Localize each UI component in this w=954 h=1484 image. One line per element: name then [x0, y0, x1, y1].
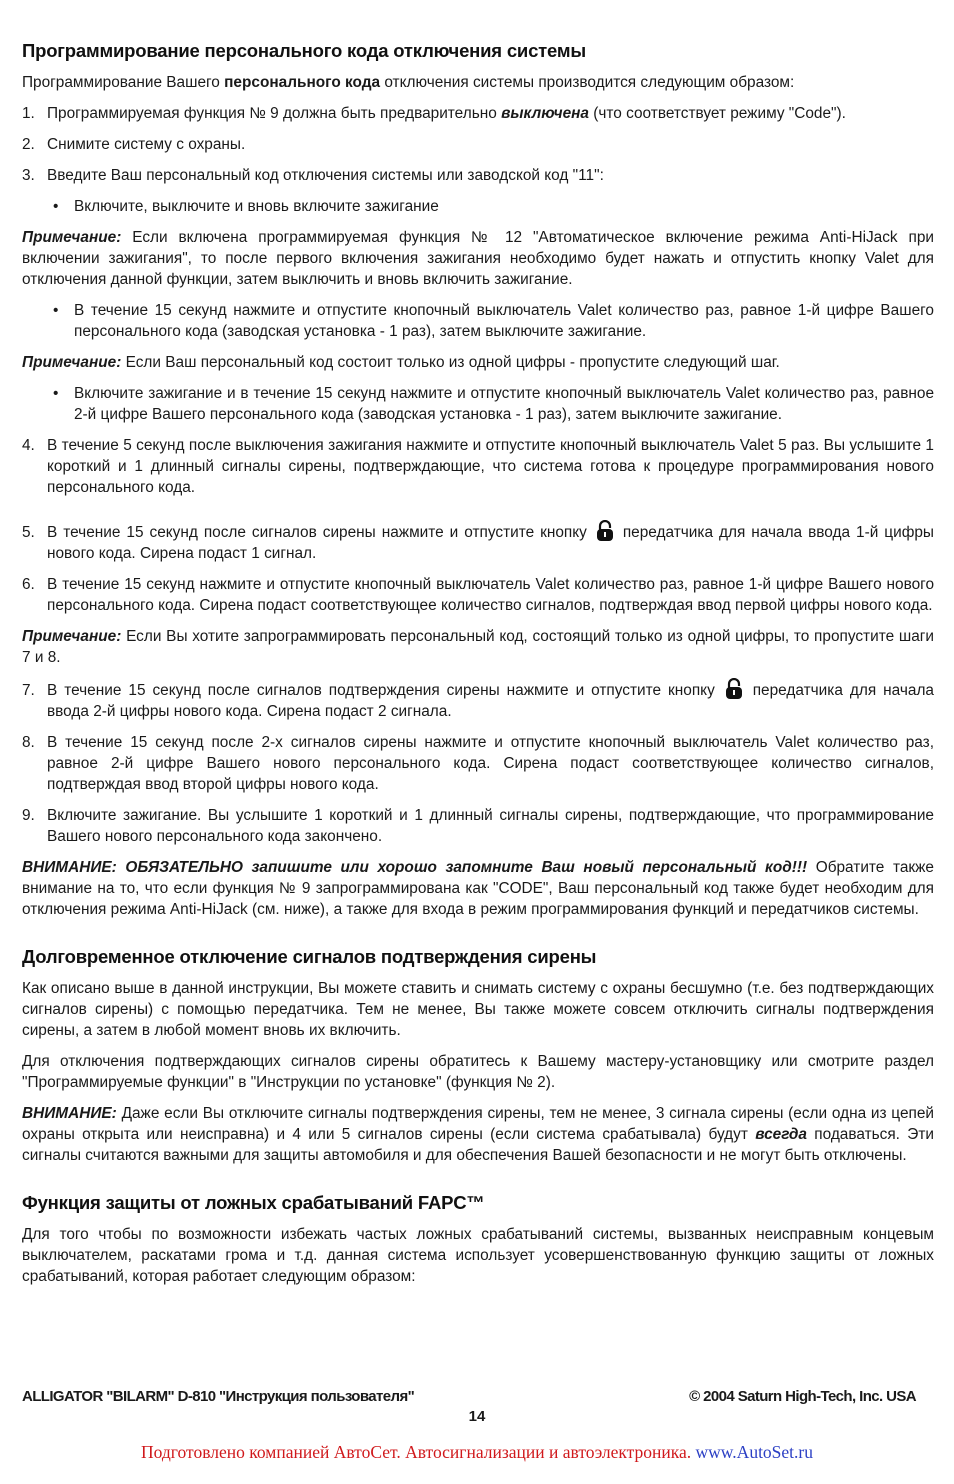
step-3: 3. Введите Ваш персональный код отключения системы или заводской код "11":	[22, 167, 604, 184]
emphasis: выключена	[501, 105, 589, 122]
warning-personal-code: ВНИМАНИЕ: ОБЯЗАТЕЛЬНО запишите или хорошо запомните Ваш новый персональный код!!! Обратите также внимание на то, что если функция № 9 запрограммирована как "CODE", Ваш персональный код также будет необходим для отключения режима Anti-HiJack (см. ниже), а также для входа в режим программирования функций и передатчиков системы.	[22, 859, 934, 918]
note-3: Примечание: Если Вы хотите запрограммировать персональный код, состоящий только из одной цифры, то пропустите шаги 7 и 8.	[22, 628, 934, 666]
credit-line	[0, 1442, 954, 1463]
lock-icon	[595, 520, 615, 542]
note-label: Примечание:	[22, 354, 122, 371]
siren-paragraph-2: Для отключения подтверждающих сигналов сирены обратитесь к Вашему мастеру-установщику или смотрите раздел "Программируемые функции" в "Инструкции по установке" (функция № 2).	[22, 1053, 934, 1091]
step-7: 7. В течение 15 секунд после сигналов подтверждения сирены нажмите и отпустите кнопку передатчика для начала ввода 2-й цифры нового кода. Сирена подаст 2 сигнала.	[22, 678, 934, 722]
step-2: 2. Снимите систему с охраны.	[22, 136, 246, 153]
note-2: Примечание: Если Ваш персональный код состоит только из одной цифры - пропустите следующий шаг.	[22, 354, 780, 371]
footer-product-title: ALLIGATOR "BILARM" D-810 "Инструкция пользователя"	[22, 1388, 415, 1405]
note-label: Примечание:	[22, 628, 122, 645]
siren-paragraph-1: Как описано выше в данной инструкции, Вы можете ставить и снимать систему с охраны бесшумно (т.е. без подтверждающих сигналов сирены) с помощью передатчика. Тем не менее, Вы также можете совсем отключить сигналы подтверждения сирены, а затем в любой момент вновь их включить.	[22, 980, 934, 1039]
footer-copyright: © 2004 Saturn High-Tech, Inc. USA	[689, 1388, 916, 1405]
fapc-paragraph: Для того чтобы по возможности избежать частых ложных срабатываний системы, вызванных неисправным концевым выключателем, раскатами грома и т.д. данная система использует усовершенствованную функцию защиты от ложных срабатываний, которая работает следующим образом:	[22, 1226, 934, 1285]
section-title-fapc: Функция защиты от ложных срабатываний FAPC™	[22, 1192, 485, 1213]
bold-term: персонального кода	[224, 74, 381, 91]
emphasis: всегда	[755, 1126, 807, 1143]
step-4: 4. В течение 5 секунд после выключения зажигания нажмите и отпустите кнопочный выключатель Valet 5 раз. Вы услышите 1 короткий и 1 длинный сигналы сирены, подтверждающие, что система готова к процедуре программирования нового персонального кода.	[22, 437, 934, 496]
bullet-dot: •	[53, 198, 59, 215]
warning-label: ВНИМАНИЕ: ОБЯЗАТЕЛЬНО запишите или хорошо запомните Ваш новый персональный код!!!	[22, 859, 808, 876]
document-page	[22, 40, 934, 1297]
note-1: Примечание: Если включена программируемая функция № 12 "Автоматическое включение режима Anti-HiJack при включении зажигания", то после первого включения зажигания необходимо будет нажать и отпустить кнопку Valet для отключения данной функции, затем выключить и вновь включить зажигание.	[22, 229, 934, 288]
lock-icon	[724, 678, 744, 700]
note-label: Примечание:	[22, 229, 122, 246]
section-title-siren: Долговременное отключение сигналов подтверждения сирены	[22, 946, 597, 967]
bullet-dot: •	[53, 385, 59, 402]
page-number: 14	[468, 1408, 486, 1425]
step-6: 6. В течение 15 секунд нажмите и отпустите кнопочный выключатель Valet количество раз, равное 1-й цифре Вашего нового персонального кода. Сирена подаст соответствующее количество сигналов, подтверждая ввод первой цифры нового кода.	[22, 576, 934, 614]
warning-label: ВНИМАНИЕ:	[22, 1105, 117, 1122]
step-9: 9. Включите зажигание. Вы услышите 1 короткий и 1 длинный сигналы сирены, подтверждающие, что программирование Вашего нового персонального кода закончено.	[22, 807, 934, 845]
credit-text: Подготовлено компанией АвтоСет. Автосигнализации и автоэлектроника.	[141, 1442, 696, 1462]
step-8: 8. В течение 15 секунд после 2-х сигналов сирены нажмите и отпустите кнопочный выключатель Valet количество раз, равное 2-й цифре Вашего нового персонального кода. Сирена подаст соответствующее количество сигналов, подтверждая ввод второй цифры нового кода.	[22, 734, 934, 793]
siren-warning: ВНИМАНИЕ: Даже если Вы отключите сигналы подтверждения сирены, тем не менее, 3 сигнала сирены (если одна из цепей охраны открыта или неисправна) и 4 или 5 сигналов сирены (если система срабатывала) будут всегда подаваться. Эти сигналы считаются важными для защиты автомобиля и для обеспечения Вашей безопасности и не могут быть отключены.	[22, 1105, 934, 1164]
bullet-2: • В течение 15 секунд нажмите и отпустите кнопочный выключатель Valet количество раз, равное 1-й цифре Вашего персонального кода (заводская установка - 1 раз), затем выключите зажигание.	[53, 302, 934, 340]
bullet-dot: •	[53, 302, 59, 319]
bullet-3: • Включите зажигание и в течение 15 секунд нажмите и отпустите кнопочный выключатель Valet количество раз, равное 2-й цифре Вашего персонального кода (заводская установка - 1 раз), затем выключите зажигание.	[53, 385, 934, 423]
bullet-1: • Включите, выключите и вновь включите зажигание	[53, 198, 439, 215]
intro-paragraph: Программирование Вашего персонального кода отключения системы производится следующим образом:	[22, 74, 795, 91]
step-1: 1. Программируемая функция № 9 должна быть предварительно выключена (что соответствует режиму "Code").	[22, 105, 846, 122]
step-5: 5. В течение 15 секунд после сигналов сирены нажмите и отпустите кнопку передатчика для начала ввода 1-й цифры нового кода. Сирена подаст 1 сигнал.	[22, 520, 934, 564]
credit-link[interactable]: www.AutoSet.ru	[695, 1442, 813, 1462]
section-title-personal-code: Программирование персонального кода отключения системы	[22, 40, 586, 61]
